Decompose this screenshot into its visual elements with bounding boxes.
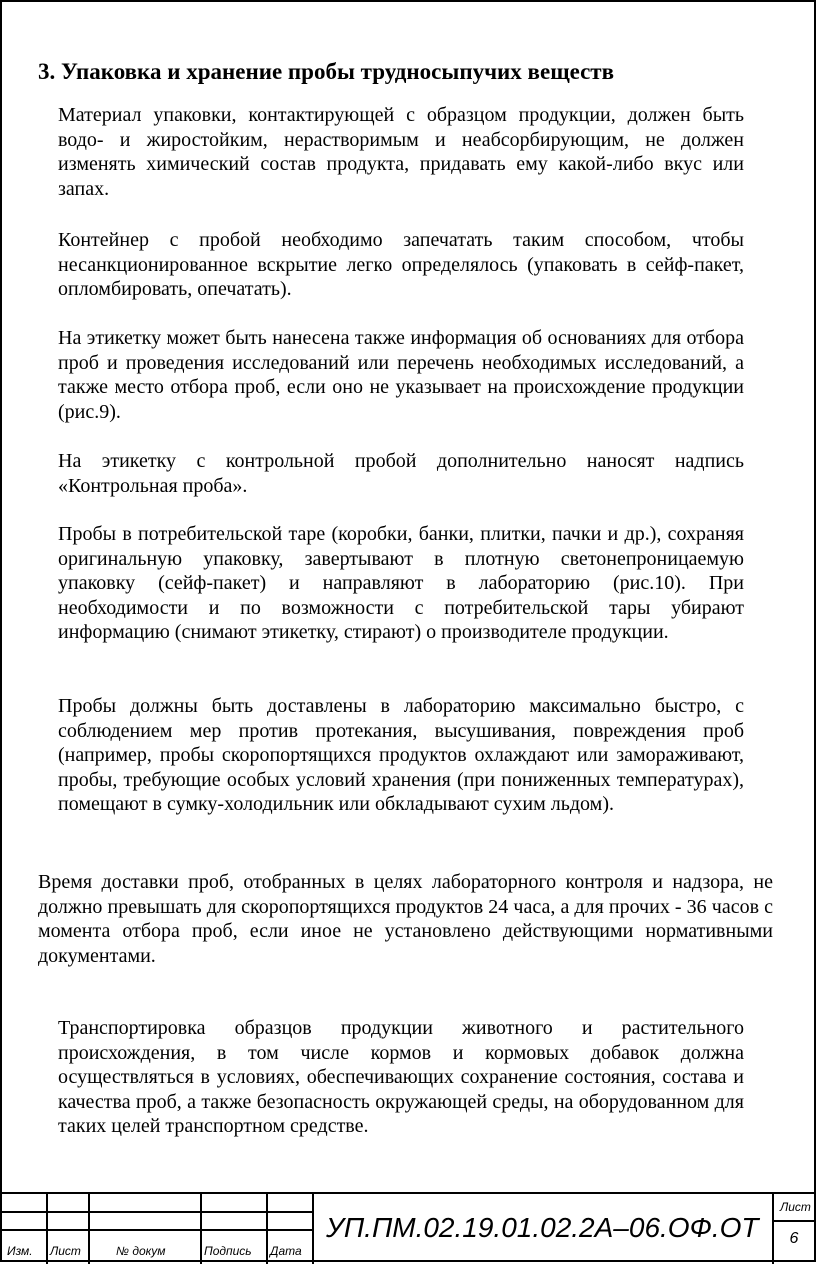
label-dokum: № докум — [116, 1244, 166, 1258]
paragraph-consumer-package: Пробы в потребительской таре (коробки, банки, плитки, пачки и др.), сохраняя оригинальную упаковку, завертывают в плотную светонепроницаемую упаковку (сейф-пакет) и направляют в лабораторию (рис.10). При необходимости и по возможности с потребительской тары убирают информацию (снимают этикетку, стирают) о производителе продукции. — [58, 523, 744, 643]
sheet-cell-line — [772, 1220, 816, 1222]
paragraph-delivery-time: Время доставки проб, отобранных в целях лабораторного контроля и надзора, не должно превышать для скоропортящихся продуктов 24 часа, а для прочих - 36 часов с момента отбора проб, если иное не установлено действующими нормативными документами. — [38, 871, 773, 967]
paragraph-transportation: Транспортировка образцов продукции животного и растительного происхождения, в том числе кормов и кормовых добавок должна осуществляться в условиях, обеспечивающих сохранение состояния, состава и качества проб, а также безопасность окружающей среды, на оборудованном для таких целей транспортном средстве. — [58, 1017, 744, 1137]
paragraph-delivery-conditions: Пробы должны быть доставлены в лабораторию максимально быстро, с соблюдением мер против протекания, высушивания, повреждения проб (например, пробы скоропортящихся продуктов охлаждают или замораживают, пробы, требующие особых условий хранения (при пониженных температурах), помещают в сумку-холодильник или обкладывают сухим льдом). — [58, 695, 744, 815]
paragraph-label-info: На этикетку может быть нанесена также информация об основаниях для отбора проб и проведения исследований или перечень необходимых исследований, а также место отбора проб, если оно не указывает на происхождение продукции (рис.9). — [58, 327, 744, 423]
paragraph-container-sealing: Контейнер с пробой необходимо запечатать таким способом, чтобы несанкционированное вскрытие легко определялось (упаковать в сейф-пакет, опломбировать, опечатать). — [58, 229, 744, 300]
label-data: Дата — [270, 1244, 302, 1258]
title-block-column-line — [772, 1194, 774, 1264]
document-code: УП.ПМ.02.19.01.02.2А–06.ОФ.ОТ — [326, 1212, 759, 1243]
paragraph-control-sample: На этикетку с контрольной пробой дополнительно наносят надпись «Контрольная проба». — [58, 450, 744, 497]
label-podpis: Подпись — [204, 1244, 252, 1258]
title-block — [0, 1192, 816, 1264]
paragraph-packaging-material: Материал упаковки, контактирующей с образцом продукции, должен быть водо- и жиростойким, нерастворимым и неабсорбирующим, не должен изменять химический состав продукта, придавать ему какой-либо вкус или запах. — [58, 104, 744, 200]
sheet-number: 6 — [789, 1230, 799, 1247]
title-block-column-line — [312, 1194, 314, 1264]
title-block-column-line — [200, 1194, 202, 1264]
title-block-column-line — [88, 1194, 90, 1264]
section-heading: 3. Упаковка и хранение пробы трудносыпучих веществ — [38, 59, 615, 84]
label-izm: Изм. — [7, 1244, 33, 1258]
sheet-label: Лист — [780, 1200, 811, 1214]
title-block-column-line — [266, 1194, 268, 1264]
label-list: Лист — [50, 1244, 81, 1258]
title-block-column-line — [46, 1194, 48, 1264]
